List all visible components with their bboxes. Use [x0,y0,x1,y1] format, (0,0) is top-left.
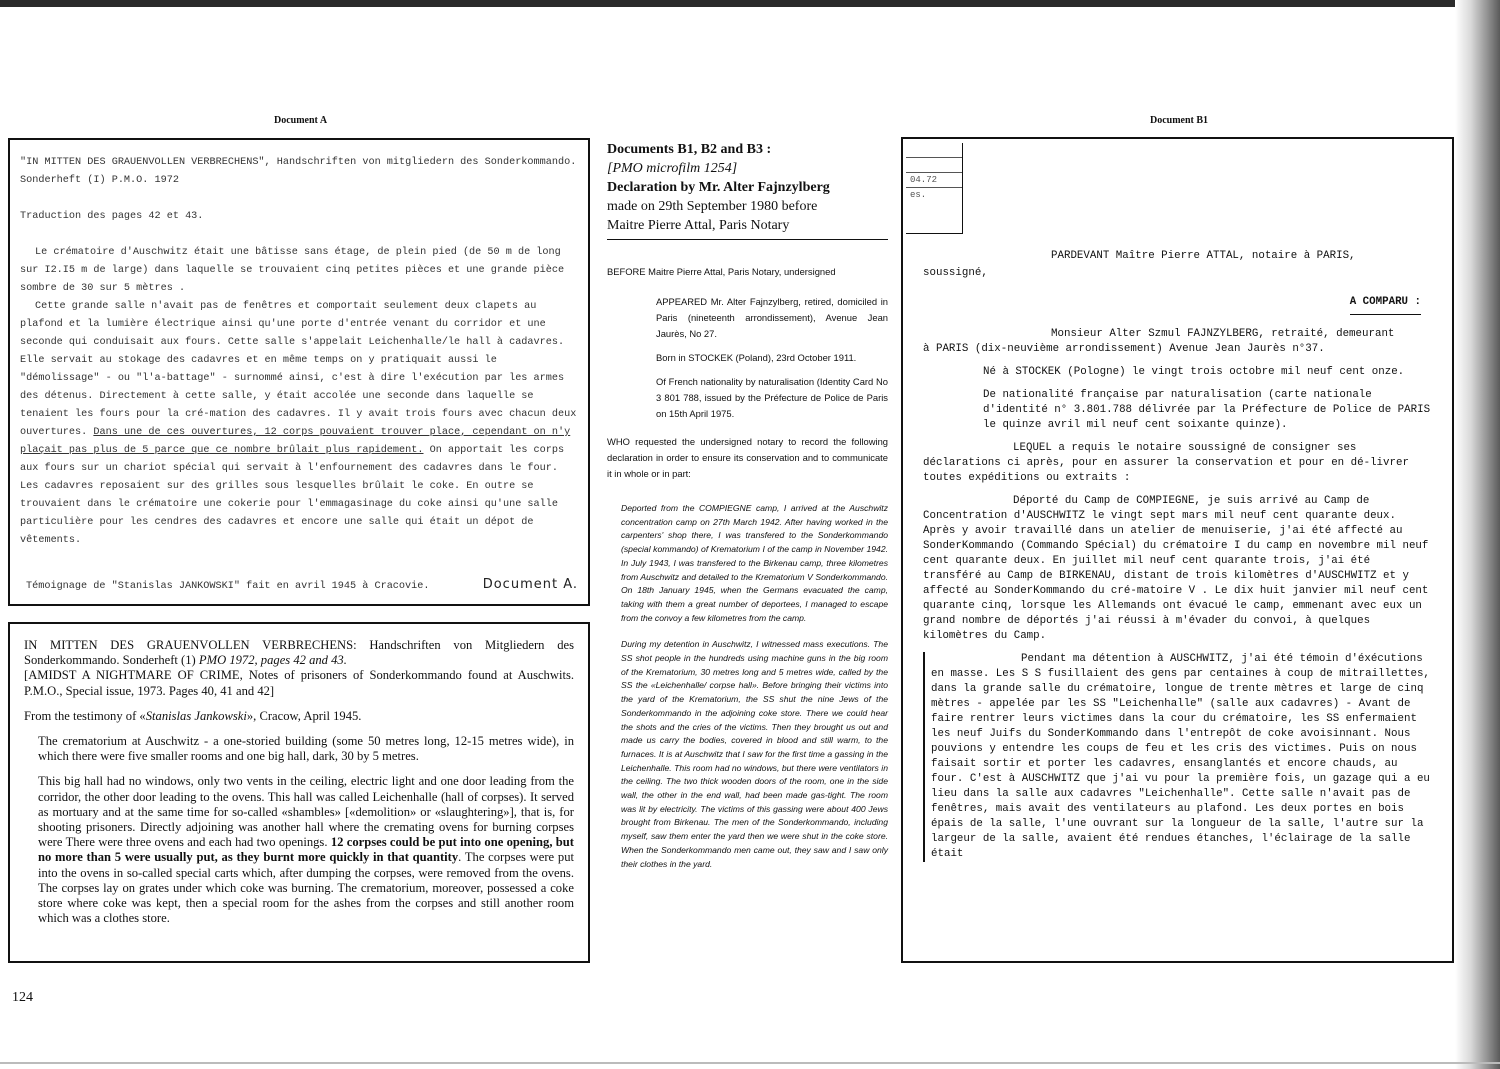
declaration-title: Declaration by Mr. Alter Fajnzylberg [607,180,830,195]
documents-b-translation-column [607,140,888,884]
declaration-body [607,264,888,482]
doc-a-paragraph-2 [20,298,578,550]
reference-1-italic: PMO 1972, pages 42 and 43. [198,653,347,668]
born-paragraph: Born in STOCKEK (Poland), 23rd October 1911. [656,352,857,363]
translation-p2-end: . The corpses were put into the ovens in so-called special carts which, after dumping the corpses, were removed from the ovens. The corpses lay on grates under which coke was burning. The crematorium, moreover, possessed a coke store where coke was kept, then a special room for the ashes from the corpses and still another room which was a clothes store. [38,850,574,926]
b1-lequel-paragraph: LEQUEL a requis le notaire soussigné de consigner ses déclarations ci après, pour en assurer la conservation et pour en dé-livrer toutes expéditions ou extraits : [923,442,1409,484]
italic-statement-2: During my detention in Auschwitz, I witnessed mass executions. The SS shot people in the hundreds using machine guns in the big room of the Krematorium, 30 metres long and 5 metres wide, called by the SS the «Leichenhalle/ corpse hall». Before bringing their victims into the yard of the Krematorium, the SS shut the nine Jews of the Sonderkommando in the adjoining coke store. There we could hear the shots and the cries of the victims. Then they brought us out and made us carry the bodies, covered in blood and still warm, to the furnaces. It is at Auschwitz that I saw for the first time a gassing in the Leichenhalle. This room had no windows, but there were ventilators in the ceiling. The two thick wooden doors of the room, one in the side wall, the other in the end wall, had been made gas-tight. The room was lit by electricity. The victims of this gassing were about 400 Jews brought from Birkenau. The men of the Sonderkommando, including myself, saw them enter the yard then we were shut in the coke store. When the Sonderkommando men came out, they saw and I saw only their clothes in the yard. [621,639,888,869]
source-name: Stanislas Jankowski [145,708,247,723]
translation-reference-1 [24,638,574,699]
stamp-line-2 [906,158,962,173]
b1-soussigne: soussigné, [923,267,988,279]
b1-nationalite-paragraph: De nationalité française par naturalisation (carte nationale d'identité n° 3.801.788 délivrée par la Préfecture de Police de PARIS le quinze avril mil neuf cent soixante quinze). [983,389,1431,431]
stamp-line-4: es. [910,190,927,200]
translation-p2-bold: 12 corpses could be put into one opening, but no more than 5 were usually put, as they burnt more quickly in that quantity [38,835,574,865]
scan-top-edge [0,0,1500,7]
before-line: BEFORE Maitre Pierre Attal, Paris Notary, undersigned [607,266,836,277]
document-a-label: Document A [274,115,328,126]
b1-ne-paragraph: Né à STOCKEK (Pologne) le vingt trois octobre mil neuf cent onze. [983,366,1405,378]
doc-a-stamp: Document A. [482,577,578,592]
doc-a-paragraph-1: Le crématoire d'Auschwitz était une bâtisse sans étage, de plein pied (de 50 m de long sur I2.I5 m de large) dans laquelle se trouvaient cinq petites pièces et une grande pièce sombre de 30 sur 5 mètres . [20,247,565,294]
doc-a-underlined-passage: Dans une de ces ouvertures, 12 corps pouvaient trouver place, cependant on n'y plaçait pas plus de 5 parce que ce nombre brûlait plus rapidement. [20,427,571,456]
doc-a-sonderheft-line: Sonderheft (I) P.M.O. 1972 [20,175,179,186]
b1-deporte-paragraph: Déporté du Camp de COMPIEGNE, je suis arrivé au Camp de Concentration d'AUSCHWITZ le vingt sept mars mil neuf cent quarante deux. Après y avoir travaillé dans un atelier de menuiserie, j'ai été affecté au SonderKommando (Commando Spécial) du crématoire I du camp en novembre mil neuf cent quarante deux. En juillet mil neuf cent quarante trois, j'ai été transféré au Camp de BIRKENAU, distant de trois kilomètres d'AUSCHWITZ et y affecté au SonderKommando du cré-matoire V . Le dix huit janvier mil neuf cent quarante cinq, lorsque les Allemands ont évacué le camp, emmenant avec eux un grand nombre de déportés j'ai réussi à m'évader du convoi, à quelques kilomètres du Camp. [923,495,1429,642]
stamp-line-3: 04.72 [906,173,962,188]
microfilm-ref: [PMO microfilm 1254] [607,161,738,176]
translation-paragraph-2 [24,774,574,926]
source-prefix: From the testimony of « [24,708,146,723]
book-spine-shadow [1455,0,1500,1069]
doc-a-paragraph-2-start: Cette grande salle n'avait pas de fenêtres et comportait seulement deux clapets au plafond et la lumière électrique ainsi qu'une porte d'entrée venant du corridor et une seconde qui conduisait aux fours. Cette salle s'appelait Leichenhalle/le hall à cadavres. Elle servait au stokage des cadavres et en même temps on y pratiquait aussi le "démolissage" - ou "l'a-battage" - surnommé ainsi, c'est à dire l'exécution par les armes des détenus. Directement à cette salle, y était accolée une seconde dans laquelle se tenaient les fours pour la cré-mation des cadavres. Il y avait trois fours avec chacun deux ouvertures. [20,301,577,438]
doc-a-title-line: "IN MITTEN DES GRAUENVOLLEN VERBRECHENS", Handschriften von mitgliedern des Sonderkommando. [20,157,577,168]
b1-monsieur-line-1: Monsieur Alter Szmul FAJNZYLBERG, retraité, demeurant [1051,328,1395,340]
reference-1-text: IN MITTEN DES GRAUENVOLLEN VERBRECHENS: Handschriften von Mitgliedern des Sonderkommando. Sonderheft (1) [24,638,574,668]
translation-p2-start: This big hall had no windows, only two vents in the ceiling, electric light and one door leading from the corridor, the other door leading to the ovens. This hall was called Leichenhalle (hall of corpses). It served as mortuary and at the same time for so-called «shambles» [«demolition» or «slaughtering»], that is, for shooting prisoners. Directly adjoining was another hall where the cremating ovens for burning corpses were There were three ovens and each had two openings. [38,774,574,850]
reference-2-text: [AMIDST A NIGHTMARE OF CRIME, Notes of prisoners of Sonderkommando found at Auschwits. P.M.O., Special issue, 1973. Pages 40, 41 and 42] [24,668,574,698]
document-a-translation [8,622,590,963]
b1-a-comparu: A COMPARU : [1350,295,1421,315]
b1-pardevant: PARDEVANT Maître Pierre ATTAL, notaire à PARIS, [1051,250,1356,262]
registration-stamp [906,143,963,234]
declaration-notary: Maitre Pierre Attal, Paris Notary [607,218,790,233]
documents-b-header [607,140,888,240]
b1-pendant-paragraph: Pendant ma détention à AUSCHWITZ, j'ai été témoin d'éxécutions en masse. Les S S fusillaient des gens par centaines à coup de mitraillettes, dans la grande salle du crématoire, longue de trente mètres et large de cinq mètres - appelée par les SS "Leichenhalle" (salle aux cadavres) - Avant de faire rentrer leurs victimes dans la cour du crématoire, les SS enfermaient les neuf Juifs du SonderKommando dans l'entrepôt de coke avoisinnant. Nous pouvions y entendre les coups de feu et les cris des victimes. Puis on nous faisait sortir et porter les cadavres, ensanglantés et encore chauds, au four. C'est à AUSCHWITZ que j'ai vu pour la première fois, un gazage qui a eu lieu dans la salle aux cadavres "Leichenhalle". Cette salle n'avait pas de fenêtres, mais avait des ventilateurs au plafond. Les deux portes en bois épais de la salle, l'une ouvrant sur la longueur de la salle, l'autre sur la largeur de la salle, avaient été rendues étanches, l'éclairage de la salle était [923,652,1431,862]
stamp-line-1 [906,143,962,158]
b1-monsieur-line-2: à PARIS (dix-neuvième arrondissement) Avenue Jean Jaurès n°37. [923,343,1325,355]
appeared-paragraph: APPEARED Mr. Alter Fajnzylberg, retired, domiciled in Paris (nineteenth arrondissement), Avenue Jean Jaurès, No 27. [656,296,888,339]
scan-bottom-edge [0,1062,1500,1064]
declaration-date: made on 29th September 1980 before [607,199,818,214]
document-a-typed-original [8,138,590,606]
page-number: 124 [12,990,33,1005]
translation-paragraph-1: The crematorium at Auschwitz - a one-storied building (some 50 metres long, 12-15 metres wide), in which there were five smaller rooms and one big hall, dark, 30 by 5 metres. [38,734,574,764]
who-paragraph: WHO requested the undersigned notary to record the following declaration in order to ensure its conservation and to communicate it in whole or in part: [607,436,888,479]
nationality-paragraph: Of French nationality by naturalisation (Identity Card No 3 801 788, issued by the Préfecture de Police de Paris on 15th April 1975. [656,376,888,419]
document-b1-typed-original [901,137,1454,963]
doc-a-traduction-line: Traduction des pages 42 et 43. [20,211,204,222]
b1-monsieur-paragraph [923,327,1431,357]
doc-a-testimony-line: Témoignage de "Stanislas JANKOWSKI" fait en avril 1945 à Cracovie. [26,581,430,592]
italic-statement-1: Deported from the COMPIEGNE camp, I arrived at the Auschwitz concentration camp on 27th March 1942. After having worked in the carpenters' shop there, I was transfered to the Sonderkommando (special kommando) of Krematorium I of the camp in November 1942. In July 1943, I was transfered to the Birkenau camp, three kilometres from Auschwitz and detailed to the Krematorium V Sonderkommando. On 18th January 1945, when the Germans evacuated the camp, taking with them a great number of deportees, I managed to escape from the convoy a few kilometres from the camp. [621,503,888,623]
translation-source-line [24,709,574,724]
documents-b-title: Documents B1, B2 and B3 : [607,142,772,157]
document-b1-label: Document B1 [1150,115,1209,126]
source-suffix: », Cracow, April 1945. [246,708,362,723]
doc-a-paragraph-2-end: On apportait les corps aux fours sur un chariot spécial qui servait à l'enfournement des cadavres dans le four. Les cadavres reposaient sur des grilles sous lesquelles brûlait le coke. En outre se trouvaient dans le crématoire une cokerie pour l'emmagasinage du coke ainsi qu'une salle particulière pour les cendres des cadavres et encore une salle qui était un dépot de vêtements. [20,445,565,546]
